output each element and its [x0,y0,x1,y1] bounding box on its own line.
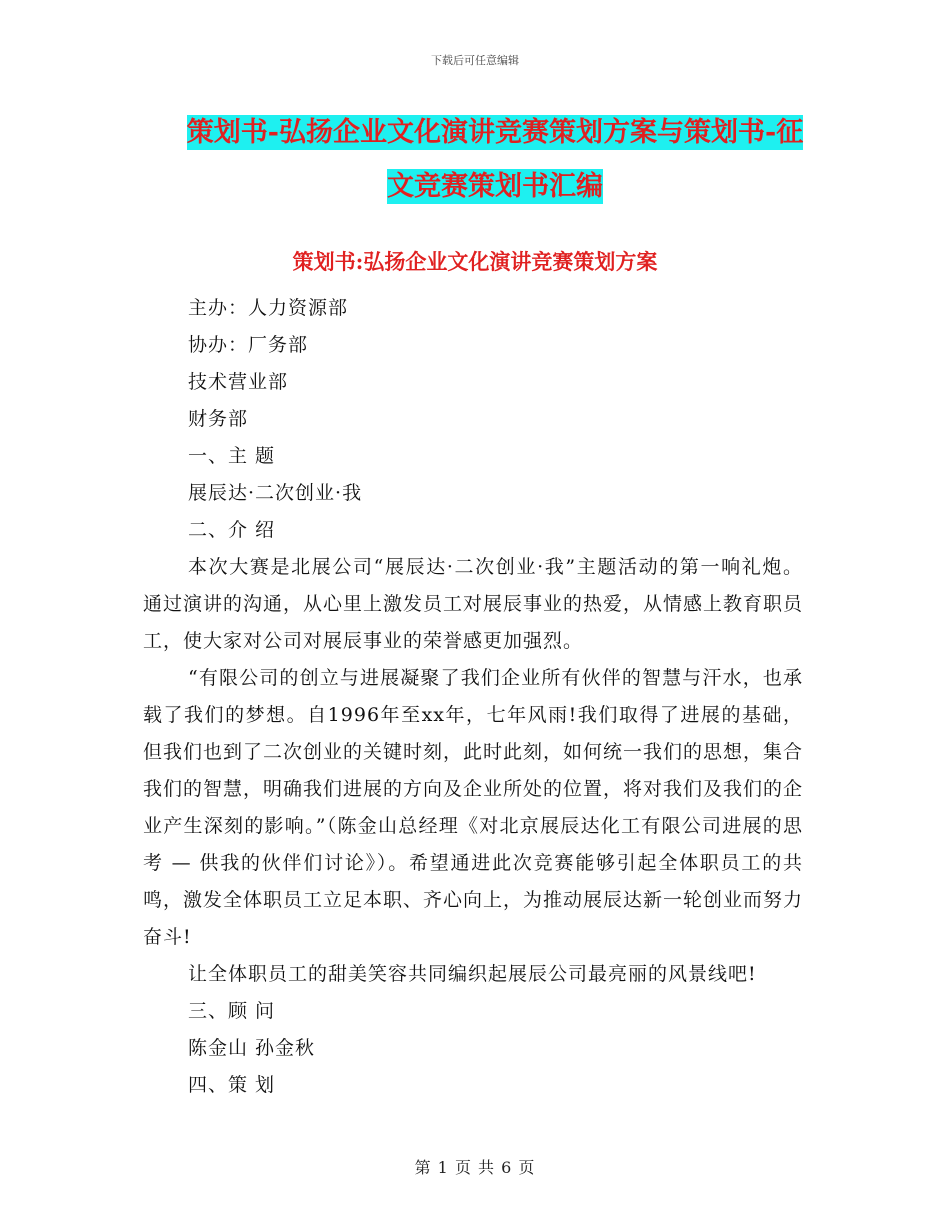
document-body [143,290,803,1104]
heading-advisor: 三、顾 问 [188,1000,276,1022]
intro-paragraph-2: “有限公司的创立与进展凝聚了我们企业所有伙伴的智慧与汗水，也承载了我们的梦想。自1996年至xx年，七年风雨!我们取得了进展的基础，但我们也到了二次创业的关键时刻，此时此刻，如何统一我们的思想，集合我们的智慧，明确我们进展的方向及企业所处的位置，将对我们及我们的企业产生深刻的影响。”（陈金山总经理《对北京展辰达化工有限公司进展的思考 — 供我的伙伴们讨论》）。希望通进此次竞赛能够引起全体职员工的共鸣，激发全体职员工立足本职、齐心向上，为推动展辰达新一轮创业而努力奋斗! [143,667,804,948]
document-title-line-1: 策划书-弘扬企业文化演讲竞赛策划方案与策划书-征 [186,117,804,148]
dept-line-1: 技术营业部 [188,371,289,393]
header-note: 下载后可任意编辑 [431,54,519,67]
intro-paragraph-1: 本次大赛是北展公司“展辰达·二次创业·我”主题活动的第一响礼炮。通过演讲的沟通，从心里上激发员工对展辰事业的热爱，从情感上教育职员工，使大家对公司对展辰事业的荣誉感更加强烈。 [143,556,804,652]
theme-text: 展辰达·二次创业·我 [188,482,363,504]
dept-line-2: 财务部 [188,408,249,430]
section-title: 策划书:弘扬企业文化演讲竞赛策划方案 [292,249,658,274]
host-line: 主办：人力资源部 [188,297,349,319]
heading-intro: 二、介 绍 [188,519,276,541]
page-footer: 第 1 页 共 6 页 [414,1158,536,1177]
advisors-text: 陈金山 孙金秋 [188,1037,316,1059]
heading-plan: 四、策 划 [188,1074,276,1096]
document-title-line-2: 文竞赛策划书汇编 [387,171,603,202]
intro-paragraph-3: 让全体职员工的甜美笑容共同编织起展辰公司最亮丽的风景线吧! [188,963,757,985]
heading-theme: 一、主 题 [188,445,276,467]
cohost-line: 协办：厂务部 [188,334,309,356]
document-title [145,106,845,214]
